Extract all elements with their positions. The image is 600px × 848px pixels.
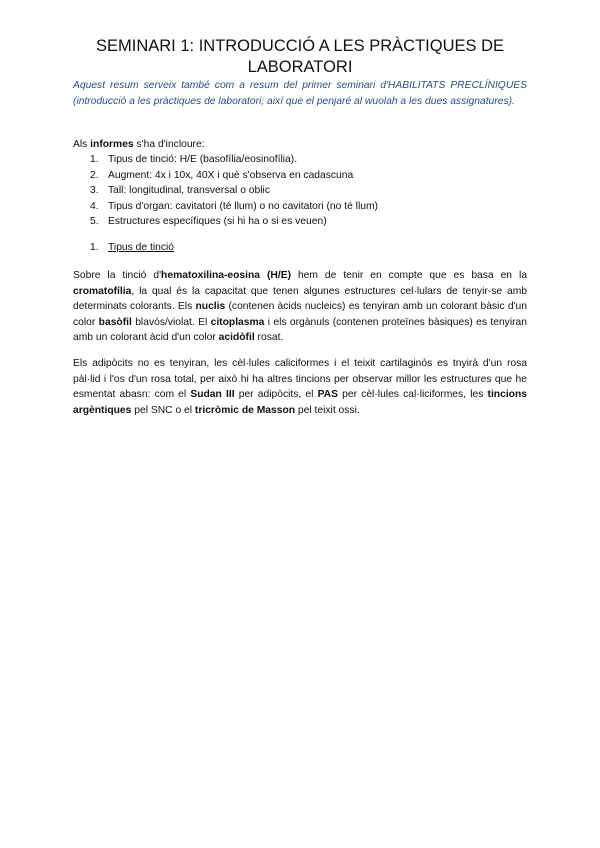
text-run: , la qual és la capacitat que tenen algunes estructures cel·lulars de tenyir-se amb determinats colorants. Els — [73, 285, 527, 312]
bold-term: tricròmic de Masson — [194, 404, 296, 416]
text-run: i els orgànuls (contenen proteïnes bàsiques) es tenyiran amb un colorant àcid d'un color — [73, 316, 527, 343]
bold-term: cromatofília — [73, 285, 132, 297]
list-number: 4. — [90, 200, 99, 212]
bold-term: tincions argèntiques — [73, 389, 527, 416]
page-title: SEMINARI 1: INTRODUCCIÓ A LES PRÀCTIQUES DE LABORATORI — [96, 37, 504, 76]
paragraph-other-stains — [73, 356, 527, 418]
text-run: Sobre la tinció d' — [73, 270, 162, 281]
bold-term: Sudan III — [190, 389, 235, 400]
bold-term: PAS — [317, 389, 338, 400]
informes-pre: Als — [73, 139, 91, 150]
text-run: pel SNC o el — [131, 404, 195, 416]
intro-note: Aquest resum serveix també com a resum del primer seminari d'HABILITATS PRECLÍNIQUES (introducció a les pràctiques de laboratori; així que el penjaré al wuolah a les dues assignatures). — [73, 80, 527, 107]
text-run: (contenen àcids nucleics) es tenyiran amb un colorant bàsic d'un color — [73, 301, 527, 328]
report-requirements-list — [90, 152, 520, 230]
informes-post: s'ha d'incloure: — [133, 139, 205, 150]
text-run: rosat. — [254, 332, 284, 343]
text-run: per adipòcits, el — [234, 389, 318, 400]
section-number: 1. — [90, 242, 99, 253]
text-run: pel teixit ossi. — [295, 404, 360, 416]
list-number: 2. — [90, 169, 99, 181]
section-label: Tipus de tinció — [108, 242, 175, 253]
list-number: 5. — [90, 216, 99, 227]
list-item — [90, 152, 520, 168]
list-item — [90, 199, 520, 215]
section-heading — [90, 240, 174, 256]
paragraph-he-staining — [73, 268, 527, 346]
text-run: blavós/violat. El — [131, 316, 211, 328]
list-text: Augment: 4x i 10x, 40X i què s'observa en cadascuna — [108, 169, 354, 181]
list-text: Tipus d'organ: cavitatori (té llum) o no cavitatori (no té llum) — [108, 200, 378, 212]
informes-bold: informes — [90, 139, 134, 150]
list-text: Estructures específiques (si hi ha o si es veuen) — [108, 216, 327, 227]
bold-term: basòfil — [98, 316, 132, 328]
list-item — [90, 183, 520, 199]
bold-term: acidòfil — [218, 332, 255, 343]
list-item — [90, 214, 520, 230]
informes-line — [73, 137, 527, 153]
list-item — [90, 168, 520, 184]
text-run: Els adipòcits no es tenyiran, les cèl·lules caliciformes i el teixit cartilaginós es tnyirà d'un rosa pàl·lid i l'os d'un rosa total, per això hi ha altres tincions per observar millor les estructures que he esmentat abasn: com el — [73, 358, 527, 400]
text-run: per cèl·lules cal·liciformes, les — [338, 389, 488, 400]
list-number: 3. — [90, 185, 99, 196]
list-text: Tipus de tinció: H/E (basofília/eosinofília). — [108, 154, 298, 165]
list-number: 1. — [90, 154, 99, 165]
bold-term: hematoxilina-eosina (H/E) — [161, 270, 292, 281]
bold-term: citoplasma — [210, 316, 265, 328]
text-run: hem de tenir en compte que es basa en la — [291, 270, 527, 281]
list-text: Tall: longitudinal, transversal o oblic — [108, 185, 270, 196]
bold-term: nuclis — [195, 301, 226, 312]
